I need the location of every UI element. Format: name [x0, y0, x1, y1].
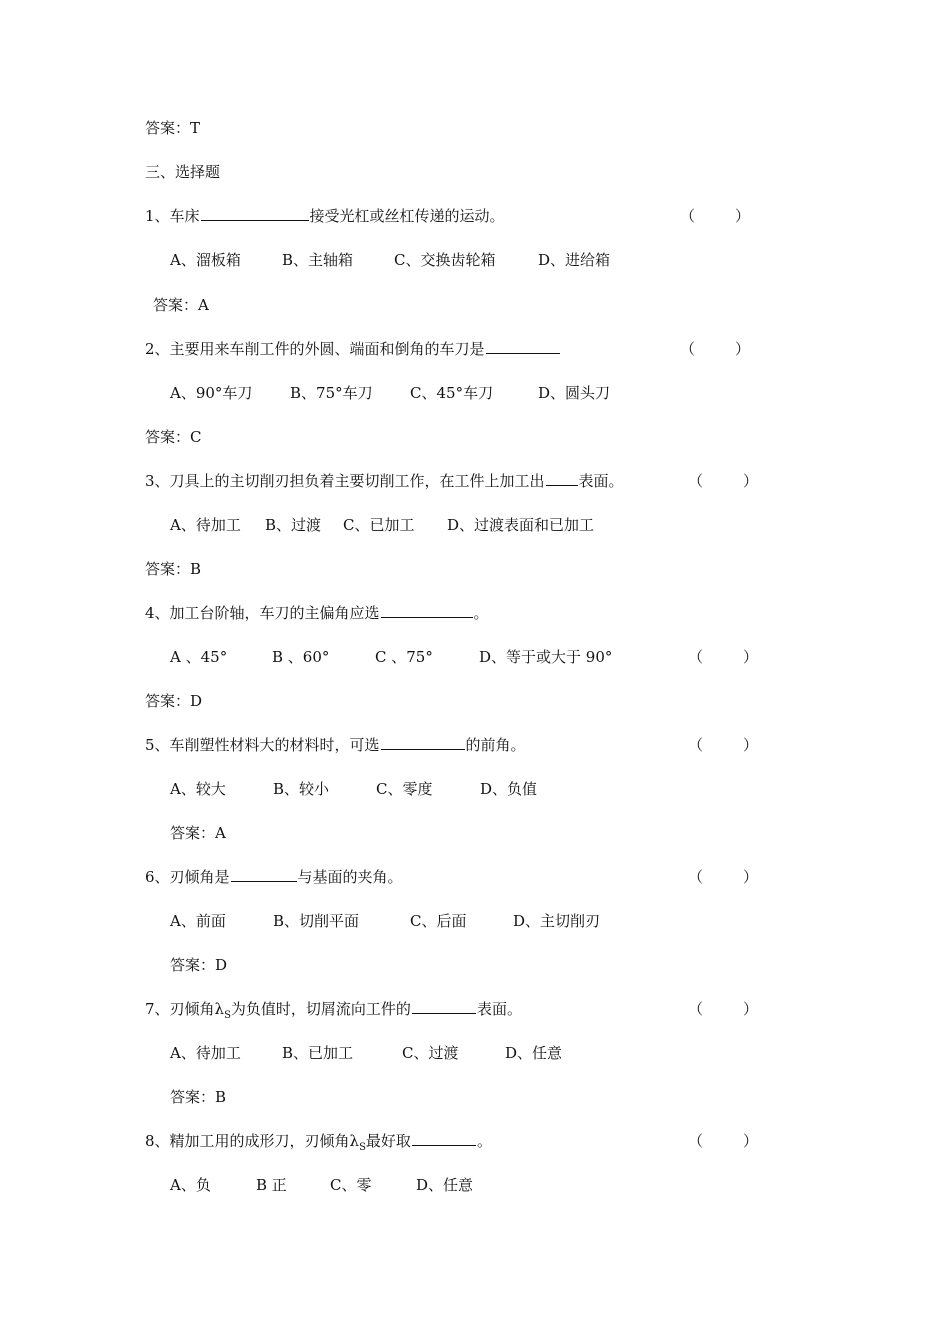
answer-paren: （ ）	[688, 1000, 759, 1018]
answer-blank	[381, 735, 465, 750]
option-c: C、45°车刀	[410, 384, 494, 402]
question-6: 6、刃倾角是 与基面的夹角。	[145, 868, 403, 886]
answer-blank	[201, 206, 309, 221]
answer-blank	[412, 1131, 476, 1146]
answer-blank	[546, 471, 578, 486]
question-1-pre: 1、车床	[145, 207, 200, 225]
option-a: A、前面	[170, 912, 226, 930]
option-a: A、待加工	[170, 1044, 241, 1062]
question-4-pre: 4、加工台阶轴，车刀的主偏角应选	[145, 604, 380, 622]
question-4: 4、加工台阶轴，车刀的主偏角应选 。	[145, 604, 489, 622]
question-6-options	[170, 911, 600, 931]
option-b: B、已加工	[282, 1044, 354, 1062]
answer-blank	[381, 603, 473, 618]
answer-text: 答案：B	[145, 560, 202, 578]
question-2-pre: 2、主要用来车削工件的外圆、端面和倒角的车刀是	[145, 340, 485, 358]
option-d: D、任意	[505, 1044, 563, 1062]
answer-blank	[231, 867, 297, 882]
option-b: B、切削平面	[273, 912, 360, 930]
option-d: D、负值	[480, 780, 538, 798]
question-7-options	[170, 1043, 562, 1063]
option-d: D、过渡表面和已加工	[447, 516, 595, 534]
answer-text: 答案：D	[145, 692, 203, 710]
question-2-options	[170, 383, 610, 403]
answer-paren: （ ）	[688, 868, 759, 886]
subscript-s: S	[224, 1010, 231, 1021]
option-a: A、90°车刀	[170, 384, 253, 402]
option-c: C 、75°	[375, 648, 433, 666]
option-b: B、较小	[273, 780, 330, 798]
answer-blank	[412, 999, 476, 1014]
option-a: A、较大	[170, 780, 226, 798]
answer-text: 答案：C	[145, 428, 202, 446]
option-a: A、溜板箱	[170, 251, 241, 269]
option-c: C、交换齿轮箱	[394, 251, 496, 269]
answer-paren: （ ）	[688, 736, 759, 754]
question-7-pre: 7、刃倾角λ	[145, 1000, 225, 1018]
question-7: 7、刃倾角$\lambda_S$为负值时，切屑流向工件的 表面。	[145, 1000, 522, 1021]
question-4-options	[170, 647, 612, 667]
answer-paren: （ ）	[680, 340, 751, 358]
question-3: 3、刀具上的主切削刃担负着主要切削工作，在工件上加工出 表面。	[145, 472, 624, 490]
option-d: D、圆头刀	[538, 384, 611, 402]
question-8: 8、精加工用的成形刀，刃倾角$\lambda_S$最好取 。	[145, 1132, 492, 1153]
answer-paren: （ ）	[688, 472, 759, 490]
option-d: D、等于或大于 90°	[479, 648, 613, 666]
option-d: D、任意	[416, 1176, 474, 1194]
question-6-pre: 6、刃倾角是	[145, 868, 230, 886]
answer-text: 答案：A	[170, 824, 226, 842]
answer-text: 答案：T	[145, 119, 201, 137]
option-b: B 、60°	[272, 648, 330, 666]
question-5-pre: 5、车削塑性材料大的材料时，可选	[145, 736, 380, 754]
question-2	[145, 339, 561, 359]
option-d: D、进给箱	[538, 251, 611, 269]
answer-paren: （ ）	[688, 648, 759, 666]
option-a: A 、45°	[170, 648, 228, 666]
answer-paren: （ ）	[688, 1132, 759, 1150]
answer-paren: （ ）	[680, 207, 751, 225]
option-b: B、主轴箱	[282, 251, 354, 269]
subscript-s: S	[359, 1142, 366, 1153]
option-a: A、待加工	[170, 516, 241, 534]
answer-text: 答案：D	[170, 956, 228, 974]
option-b: B、75°车刀	[290, 384, 373, 402]
question-1	[145, 206, 505, 226]
option-b: B 正	[256, 1176, 287, 1194]
option-c: C、零	[330, 1176, 372, 1194]
question-8-options	[170, 1175, 473, 1195]
option-c: C、过渡	[402, 1044, 459, 1062]
question-3-options	[170, 515, 594, 535]
question-3-pre: 3、刀具上的主切削刃担负着主要切削工作，在工件上加工出	[145, 472, 545, 490]
option-c: C、已加工	[343, 516, 415, 534]
option-c: C、零度	[376, 780, 433, 798]
option-a: A、负	[170, 1176, 211, 1194]
question-8-pre: 8、精加工用的成形刀，刃倾角λ	[145, 1132, 360, 1150]
answer-blank	[486, 339, 560, 354]
question-1-options	[170, 250, 610, 270]
section-title: 三、选择题	[145, 163, 221, 181]
question-5-options	[170, 779, 537, 799]
question-1-post: 接受光杠或丝杠传递的运动。	[309, 207, 505, 225]
option-d: D、主切削刃	[513, 912, 601, 930]
question-5: 5、车削塑性材料大的材料时，可选 的前角。	[145, 736, 526, 754]
answer-text: 答案：B	[170, 1088, 227, 1106]
option-b: B、过渡	[265, 516, 322, 534]
answer-text: 答案：A	[153, 296, 209, 314]
option-c: C、后面	[410, 912, 467, 930]
